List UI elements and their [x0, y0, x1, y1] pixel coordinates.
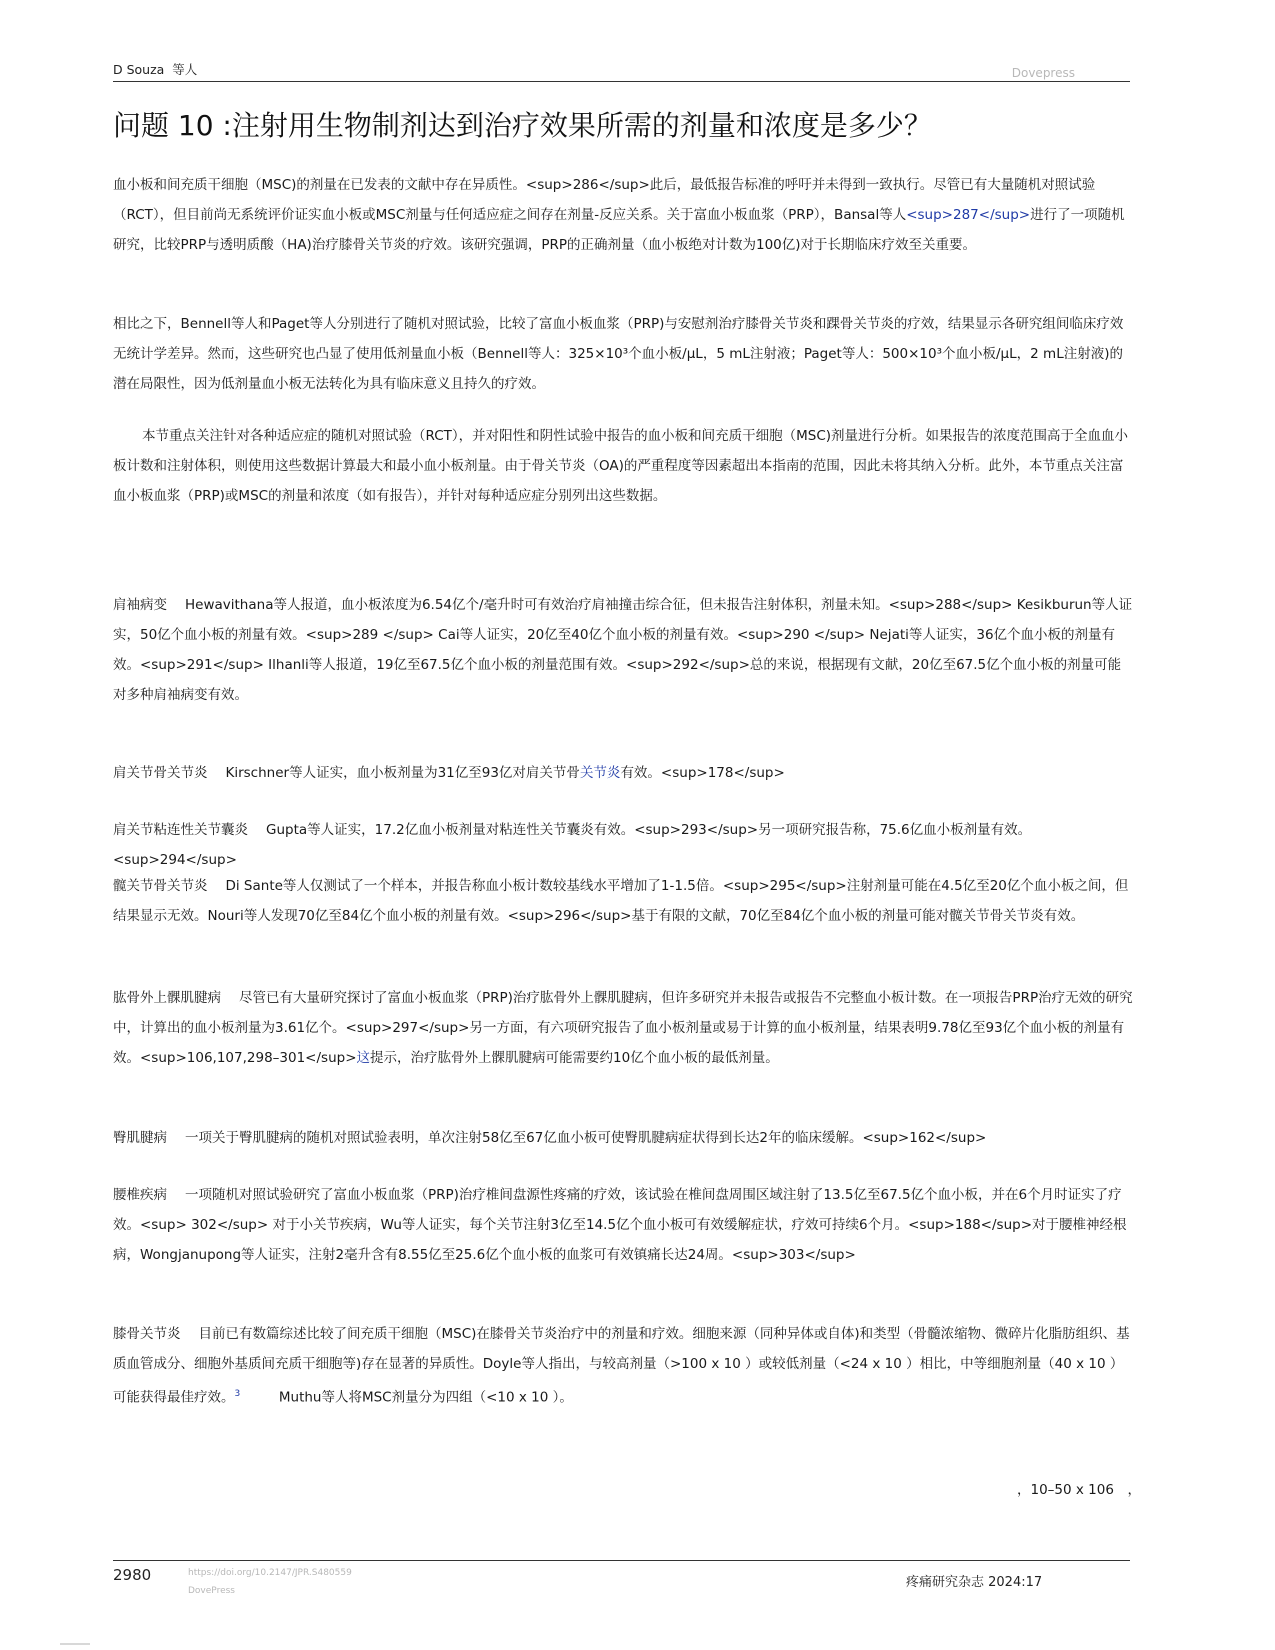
para-text: 目前已有数篇综述比较了间充质干细胞（MSC)在膝骨关节炎治疗中的剂量和疗效。细胞来源（同种异体或自体)和类型（骨髓浓缩物、微碎片化脂肪组织、基质血管成分、细胞外基质间充质干细胞等)存在显著的异质性。Doyle等人指出，与较高剂量（>100 x 10 ）或较低剂量（<24 x 10 ）相比，中等细胞剂量（40 x 10 ）可能获得最佳疗效。	[113, 1326, 1130, 1406]
citation-link[interactable]: <sup>287</sup>	[906, 207, 1031, 223]
inline-link[interactable]: 这	[356, 1050, 371, 1066]
subsection-lead: 肩袖病变	[113, 597, 167, 613]
subsection-lead: 膝骨关节炎	[113, 1326, 181, 1342]
doi-link[interactable]: https://doi.org/10.2147/JPR.S480559	[188, 1568, 352, 1578]
para-text: 提示，治疗肱骨外上髁肌腱病可能需要约10亿个血小板的最低剂量。	[370, 1050, 779, 1066]
para-text: 一项随机对照试验研究了富血小板血浆（PRP)治疗椎间盘源性疼痛的疗效，该试验在椎间盘周围区域注射了13.5亿至67.5亿个血小板，并在6个月时证实了疗效。<sup> 302</sup> 对于小关节疾病，Wu等人证实，每个关节注射3亿至14.5亿个血小板可有效缓解症状，疗效可持续6个月。<sup>188</sup>对于腰椎神经根病，Wongjanupong等人证实，注射2毫升含有8.55亿至25.6亿个血小板的血浆可有效镇痛长达24周。<sup>303</sup>	[113, 1187, 1127, 1263]
journal-citation: 疼痛研究杂志 2024:17	[906, 1575, 1043, 1590]
page-number: 2980	[113, 1566, 152, 1584]
header-publisher[interactable]: Dovepress	[1011, 66, 1075, 80]
para-text: Hewavithana等人报道，血小板浓度为6.54亿个/毫升时可有效治疗肩袖撞击综合征，但未报告注射体积，剂量未知。<sup>288</sup> Kesikburun等人证实，50亿个血小板的剂量有效。<sup>289 </sup> Cai等人证实，20亿至40亿个血小板的剂量有效。<sup>290 </sup> Nejati等人证实，36亿个血小板的剂量有效。<sup>291</sup> Ilhanli等人报道，19亿至67.5亿个血小板的剂量范围有效。<sup>292</sup>总的来说，根据现有文献，20亿至67.5亿个血小板的剂量可能对多种肩袖病变有效。	[113, 597, 1133, 703]
inline-link[interactable]: 关节炎	[579, 765, 621, 781]
para-text: 进行了一项随机研究，比较PRP与透明质酸（HA)治疗膝骨关节炎的疗效。该研究强调，PRP的正确剂量（血小板绝对计数为100亿)对于长期临床疗效至关重要。	[113, 207, 1125, 253]
paragraph-knee-oa	[113, 1319, 1133, 1413]
subsection-lead: 肩关节粘连性关节囊炎	[113, 822, 248, 838]
paragraph-contrast: 相比之下，Bennell等人和Paget等人分别进行了随机对照试验，比较了富血小板血浆（PRP)与安慰剂治疗膝骨关节炎和踝骨关节炎的疗效，结果显示各研究组间临床疗效无统计学差异。然而，这些研究也凸显了使用低剂量血小板（Bennell等人：325×10³个血小板/μL，5 mL注射液；Paget等人：500×10³个血小板/μL，2 mL注射液)的潜在局限性，因为低剂量血小板无法转化为具有临床意义且持久的疗效。	[113, 316, 1124, 392]
para-text: Di Sante等人仅测试了一个样本，并报告称血小板计数较基线水平增加了1-1.5倍。<sup>295</sup>注射剂量可能在4.5亿至20亿个血小板之间，但结果显示无效。Nouri等人发现70亿至84亿个血小板的剂量有效。<sup>296</sup>基于有限的文献，70亿至84亿个血小板的剂量可能对髋关节骨关节炎有效。	[113, 878, 1129, 924]
paragraph-shoulder-oa	[113, 758, 1133, 788]
paragraph-lateral-epicondyle	[113, 983, 1133, 1073]
subsection-lead: 腰椎疾病	[113, 1187, 167, 1203]
para-text: 有效。<sup>178</sup>	[620, 765, 785, 781]
header-rule	[113, 81, 1130, 82]
para-text: Gupta等人证实，17.2亿血小板剂量对粘连性关节囊炎有效。<sup>293</sup>另一项研究报告称，75.6亿血小板剂量有效。<sup>294</sup>	[113, 822, 1032, 868]
header-authors: D Souza	[113, 62, 165, 77]
para-text: 尽管已有大量研究探讨了富血小板血浆（PRP)治疗肱骨外上髁肌腱病，但许多研究并未报告或报告不完整血小板计数。在一项报告PRP治疗无效的研究中，计算出的血小板剂量为3.61亿个。<sup>297</sup>另一方面，有六项研究报告了血小板剂量或易于计算的血小板剂量，结果表明9.78亿至93亿个血小板的剂量有效。<sup>106,107,298–301</sup>	[113, 990, 1133, 1066]
paragraph-rotator-cuff	[113, 590, 1133, 710]
subsection-lead: 肩关节骨关节炎	[113, 765, 208, 781]
para-text: 一项关于臀肌腱病的随机对照试验表明，单次注射58亿至67亿血小板可使臀肌腱病症状得到长达2年的临床缓解。<sup>162</sup>	[185, 1130, 987, 1146]
paragraph-scope: 本节重点关注针对各种适应症的随机对照试验（RCT），并对阳性和阴性试验中报告的血小板和间充质干细胞（MSC)剂量进行分析。如果报告的浓度范围高于全血血小板计数和注射体积，则使用这些数据计算最大和最小血小板剂量。由于骨关节炎（OA)的严重程度等因素超出本指南的范围，因此未将其纳入分析。此外，本节重点关注富血小板血浆（PRP)或MSC的剂量和浓度（如有报告），并针对每种适应症分别列出这些数据。	[113, 428, 1129, 504]
paragraph-intro	[113, 170, 1133, 260]
subsection-lead: 臀肌腱病	[113, 1130, 167, 1146]
running-header-authors	[113, 60, 197, 78]
footer-rule	[113, 1560, 1130, 1561]
subsection-lead: 髋关节骨关节炎	[113, 878, 208, 894]
para-text: Muthu等人将MSC剂量分为四组（<10 x 10 ）。	[278, 1389, 573, 1406]
footer-brand[interactable]: DovePress	[188, 1586, 235, 1596]
edge-mark	[60, 1643, 90, 1645]
paragraph-hip-oa	[113, 871, 1133, 931]
paragraph-adhesive-capsulitis	[113, 815, 1133, 875]
subsection-lead: 肱骨外上髁肌腱病	[113, 990, 221, 1006]
citation-link[interactable]: 3	[234, 1389, 241, 1399]
para-text: 血小板和间充质干细胞（MSC)的剂量在已发表的文献中存在异质性。<sup>286</sup>此后，最低报告标准的呼吁并未得到一致执行。尽管已有大量随机对照试验（RCT），但目前尚无系统评价证实血小板或MSC剂量与任何适应症之间存在剂量-反应关系。关于富血小板血浆（PRP），Bansal等人	[113, 177, 1096, 223]
knee-oa-dose-fragment: ，10–50 x 106 ，	[1017, 1482, 1141, 1498]
section-title: 问题 10 :注射用生物制剂达到治疗效果所需的剂量和浓度是多少？	[113, 109, 932, 142]
header-et-al: 等人	[172, 62, 198, 77]
para-text: Kirschner等人证实，血小板剂量为31亿至93亿对肩关节骨	[225, 765, 580, 781]
paragraph-gluteal	[113, 1123, 1133, 1153]
paragraph-lumbar	[113, 1180, 1133, 1270]
